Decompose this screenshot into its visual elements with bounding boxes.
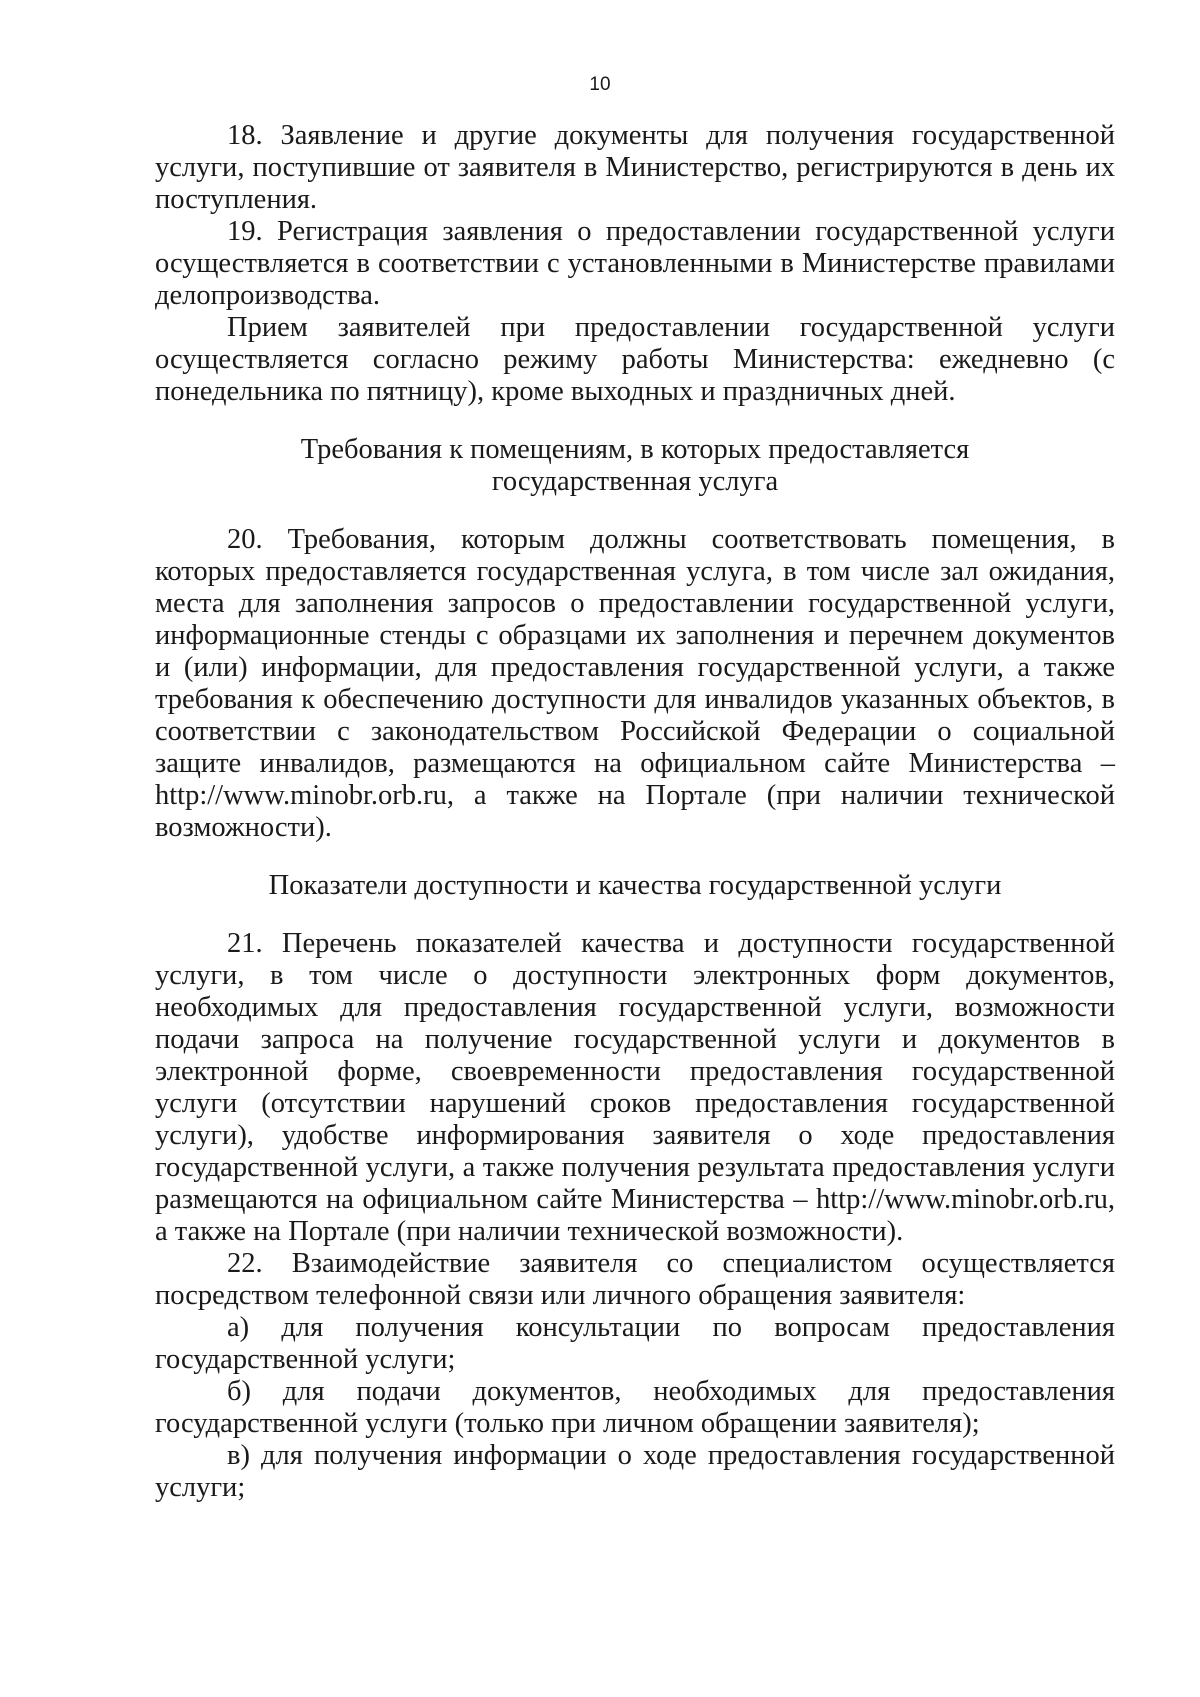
list-item-a: а) для получения консультации по вопросам предоставления государственной услуги; bbox=[155, 1312, 1115, 1375]
paragraph-21: 21. Перечень показателей качества и доступности государственной услуги, в том числе о доступности электронных форм документов, необходимых для предоставления государственной услуги, возможности подачи запроса на получение государственной услуги и документов в электронной форме, своевременности предоставления государственной услуги (отсутствии нарушений сроков предоставления государственной услуги), удобстве информирования заявителя о ходе предоставления государственной услуги, а также получения результата предоставления услуги размещаются на официальном сайте Министерства – http://www.minobr.orb.ru, а также на Портале (при наличии технической возможности). bbox=[155, 928, 1115, 1247]
page-number: 10 bbox=[589, 74, 611, 95]
section-heading-premises bbox=[155, 434, 1115, 498]
paragraph-19: 19. Регистрация заявления о предоставлении государственной услуги осуществляется в соответствии с установленными в Министерстве правилами делопроизводства. bbox=[155, 216, 1115, 311]
list-item-b: б) для подачи документов, необходимых для предоставления государственной услуги (только при личном обращении заявителя); bbox=[155, 1376, 1115, 1439]
paragraph-20: 20. Требования, которым должны соответствовать помещения, в которых предоставляется государственная услуга, в том числе зал ожидания, места для заполнения запросов о предоставлении государственной услуги, информационные стенды с образцами их заполнения и перечнем документов и (или) информации, для предоставления государственной услуги, а также требования к обеспечению доступности для инвалидов указанных объектов, в соответствии с законодательством Российской Федерации о социальной защите инвалидов, размещаются на официальном сайте Министерства – http://www.minobr.orb.ru, а также на Портале (при наличии технической возможности). bbox=[155, 524, 1115, 843]
paragraph-reception-hours: Прием заявителей при предоставлении государственной услуги осуществляется согласно режиму работы Министерства: ежедневно (с понедельника по пятницу), кроме выходных и праздничных дней. bbox=[155, 312, 1115, 407]
paragraph-18: 18. Заявление и другие документы для получения государственной услуги, поступившие от заявителя в Министерство, регистрируются в день их поступления. bbox=[155, 120, 1115, 215]
section-heading-premises-line2: государственная услуга bbox=[491, 466, 779, 497]
list-item-c: в) для получения информации о ходе предоставления государственной услуги; bbox=[155, 1440, 1115, 1503]
section-heading-premises-line1: Требования к помещениям, в которых предоставляется bbox=[300, 434, 970, 465]
paragraph-22: 22. Взаимодействие заявителя со специалистом осуществляется посредством телефонной связи или личного обращения заявителя: bbox=[155, 1248, 1115, 1311]
document-body bbox=[155, 120, 1115, 1504]
section-heading-quality: Показатели доступности и качества государственной услуги bbox=[268, 870, 1002, 901]
